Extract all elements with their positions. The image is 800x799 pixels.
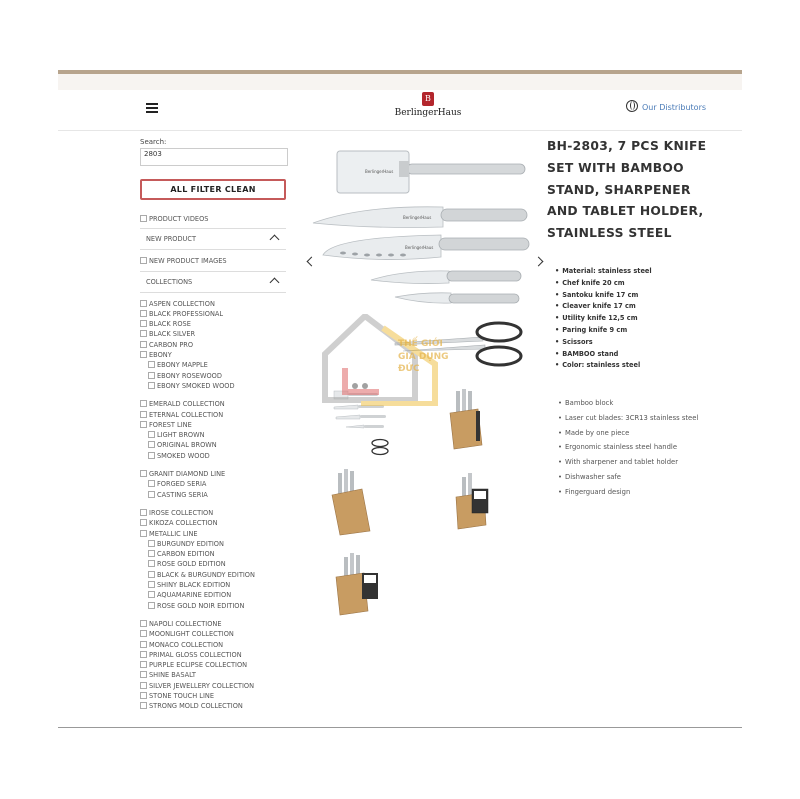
collection-filter-item[interactable] bbox=[140, 360, 286, 370]
hamburger-icon[interactable] bbox=[146, 103, 158, 113]
collection-label: SMOKED WOOD bbox=[157, 451, 210, 460]
collection-filter-item[interactable] bbox=[140, 650, 286, 660]
collection-label: PURPLE ECLIPSE COLLECTION bbox=[149, 661, 248, 670]
collection-filter-item[interactable] bbox=[140, 570, 286, 580]
all-filter-clean-button[interactable]: ALL FILTER CLEAN bbox=[140, 179, 286, 200]
logo-text: BerlingerHaus bbox=[394, 108, 462, 118]
collection-label: SHINE BASALT bbox=[149, 671, 196, 680]
collection-label: BLACK & BURGUNDY EDITION bbox=[157, 570, 255, 579]
checkbox[interactable] bbox=[140, 671, 147, 678]
checkbox[interactable] bbox=[148, 540, 155, 547]
filter-label: PRODUCT VIDEOS bbox=[149, 215, 209, 223]
watermark-line3: ĐỨC bbox=[398, 364, 420, 374]
collection-filter-item[interactable] bbox=[140, 619, 286, 629]
checkbox[interactable] bbox=[140, 620, 147, 627]
checkbox[interactable] bbox=[140, 320, 147, 327]
checkbox[interactable] bbox=[140, 300, 147, 307]
collection-filter-item[interactable] bbox=[140, 410, 286, 420]
collection-filter-item[interactable] bbox=[140, 381, 286, 391]
collection-label: GRANIT DIAMOND LINE bbox=[149, 470, 226, 479]
collection-label: SILVER JEWELLERY COLLECTION bbox=[149, 681, 255, 690]
thumbnail-gallery bbox=[328, 385, 528, 625]
collection-filter-item[interactable] bbox=[140, 691, 286, 701]
spec-item: • Chef knife 20 cm bbox=[555, 278, 715, 290]
feature-item: • Laser cut blades: 3CR13 stainless steel bbox=[558, 411, 728, 426]
chef-knife-image bbox=[313, 207, 527, 228]
collection-label: ASPEN COLLECTION bbox=[149, 299, 215, 308]
globe-icon bbox=[626, 100, 638, 112]
thumbnail-block-1[interactable] bbox=[450, 389, 482, 449]
cleaver-knife-image bbox=[337, 151, 525, 193]
collection-label: AQUAMARINE EDITION bbox=[157, 591, 232, 600]
checkbox[interactable] bbox=[140, 330, 147, 337]
checkbox[interactable] bbox=[148, 571, 155, 578]
site-header bbox=[58, 90, 742, 131]
checkbox[interactable] bbox=[148, 602, 155, 609]
search-label: Search: bbox=[140, 138, 167, 146]
list-gap bbox=[140, 461, 286, 469]
checkbox[interactable] bbox=[140, 310, 147, 317]
svg-text:BerlingerHaus: BerlingerHaus bbox=[365, 169, 394, 174]
our-distributors-link[interactable] bbox=[626, 100, 706, 112]
checkbox[interactable] bbox=[140, 257, 147, 264]
collection-filter-item[interactable] bbox=[140, 340, 286, 350]
spec-item: • Santoku knife 17 cm bbox=[555, 290, 715, 302]
collection-filter-item[interactable] bbox=[140, 590, 286, 600]
collection-label: EBONY MAPPLE bbox=[157, 361, 208, 370]
checkbox[interactable] bbox=[148, 372, 155, 379]
brand-logo[interactable] bbox=[393, 92, 463, 128]
paring-knife-image bbox=[395, 293, 519, 303]
list-gap bbox=[140, 500, 286, 508]
collection-label: KIKOZA COLLECTION bbox=[149, 519, 218, 528]
checkbox[interactable] bbox=[140, 351, 147, 358]
collection-label: EBONY bbox=[149, 351, 172, 360]
collection-filter-item[interactable] bbox=[140, 640, 286, 650]
santoku-knife-image bbox=[323, 235, 529, 260]
svg-text:BerlingerHaus: BerlingerHaus bbox=[405, 245, 434, 250]
collection-filter-item[interactable] bbox=[140, 479, 286, 489]
collection-filter-item[interactable] bbox=[140, 299, 286, 309]
checkbox[interactable] bbox=[140, 630, 147, 637]
collection-label: ORIGINAL BROWN bbox=[157, 441, 217, 450]
feature-item: • Made by one piece bbox=[558, 426, 728, 441]
collection-label: EBONY SMOKED WOOD bbox=[157, 381, 235, 390]
section-label: COLLECTIONS bbox=[146, 277, 193, 286]
product-videos-filter[interactable] bbox=[140, 214, 286, 224]
chevron-up-icon[interactable] bbox=[270, 235, 280, 245]
collection-filter-item[interactable] bbox=[140, 670, 286, 680]
collection-filter-item[interactable] bbox=[140, 559, 286, 569]
collection-filter-item[interactable] bbox=[140, 309, 286, 319]
checkbox[interactable] bbox=[140, 421, 147, 428]
feature-item: • Bamboo block bbox=[558, 396, 728, 411]
collection-filter-item[interactable] bbox=[140, 350, 286, 360]
page bbox=[58, 90, 742, 728]
checkbox[interactable] bbox=[140, 470, 147, 477]
collection-label: ROSE GOLD NOIR EDITION bbox=[157, 601, 245, 610]
thumbnail-block-3[interactable] bbox=[456, 473, 488, 529]
collection-filter-item[interactable] bbox=[140, 660, 286, 670]
logo-mark: B bbox=[422, 92, 434, 106]
collection-label: ROSE GOLD EDITION bbox=[157, 560, 226, 569]
collection-filter-item[interactable] bbox=[140, 601, 286, 611]
checkbox[interactable] bbox=[140, 411, 147, 418]
collection-label: NAPOLI COLLECTIONE bbox=[149, 619, 222, 628]
collection-filter-item[interactable] bbox=[140, 451, 286, 461]
spec-item: • BAMBOO stand bbox=[555, 349, 715, 361]
feature-item: • With sharpener and tablet holder bbox=[558, 455, 728, 470]
collection-label: BURGUNDY EDITION bbox=[157, 539, 224, 548]
collection-label: CASTING SERIA bbox=[157, 490, 208, 499]
collection-label: EBONY ROSEWOOD bbox=[157, 371, 222, 380]
collection-label: STONE TOUCH LINE bbox=[149, 691, 215, 700]
checkbox[interactable] bbox=[140, 519, 147, 526]
collections-list bbox=[140, 299, 286, 712]
product-title: BH-2803, 7 PCS KNIFE SET WITH BAMBOO STAND, SHARPENER AND TABLET HOLDER, STAINLESS STEEL bbox=[547, 139, 707, 241]
collection-label: FOREST LINE bbox=[149, 420, 192, 429]
collection-filter-item[interactable] bbox=[140, 371, 286, 381]
checkbox[interactable] bbox=[140, 682, 147, 689]
checkbox[interactable] bbox=[148, 441, 155, 448]
collection-filter-item[interactable] bbox=[140, 539, 286, 549]
collection-label: FORGED SERIA bbox=[157, 480, 207, 489]
checkbox[interactable] bbox=[148, 382, 155, 389]
checkbox[interactable] bbox=[140, 215, 147, 222]
filter-label: NEW PRODUCT IMAGES bbox=[149, 257, 227, 266]
chevron-up-icon[interactable] bbox=[270, 277, 280, 287]
checkbox[interactable] bbox=[148, 560, 155, 567]
checkbox[interactable] bbox=[140, 692, 147, 699]
collection-label: BLACK ROSE bbox=[149, 320, 191, 329]
checkbox[interactable] bbox=[148, 480, 155, 487]
filter-sidebar bbox=[140, 138, 286, 712]
collection-label: CARBON PRO bbox=[149, 340, 194, 349]
collection-filter-item[interactable] bbox=[140, 549, 286, 559]
checkbox[interactable] bbox=[140, 530, 147, 537]
checkbox[interactable] bbox=[148, 361, 155, 368]
collection-filter-item[interactable] bbox=[140, 629, 286, 639]
watermark-text bbox=[398, 338, 449, 376]
collection-filter-item[interactable] bbox=[140, 518, 286, 528]
spec-item: • Scissors bbox=[555, 337, 715, 349]
feature-item: • Ergonomic stainless steel handle bbox=[558, 440, 728, 455]
section-label: NEW PRODUCT bbox=[146, 235, 196, 244]
spec-item: • Material: stainless steel bbox=[555, 266, 715, 278]
collection-filter-item[interactable] bbox=[140, 490, 286, 500]
collections-section[interactable] bbox=[140, 271, 286, 293]
collection-filter-item[interactable] bbox=[140, 329, 286, 339]
thumbnail-knife-set[interactable] bbox=[330, 385, 398, 461]
collection-label: CARBON EDITION bbox=[157, 550, 215, 559]
list-gap bbox=[140, 391, 286, 399]
svg-text:BerlingerHaus: BerlingerHaus bbox=[403, 215, 432, 220]
collection-label: BLACK SILVER bbox=[149, 330, 196, 339]
checkbox[interactable] bbox=[140, 661, 147, 668]
new-product-section[interactable] bbox=[140, 228, 286, 250]
checkbox[interactable] bbox=[148, 591, 155, 598]
collection-filter-item[interactable] bbox=[140, 529, 286, 539]
feature-item: • Dishwasher safe bbox=[558, 470, 728, 485]
collection-filter-item[interactable] bbox=[140, 430, 286, 440]
product-features bbox=[558, 396, 728, 500]
distributors-label: Our Distributors bbox=[642, 103, 707, 112]
collection-label: METALLIC LINE bbox=[149, 529, 198, 538]
checkbox[interactable] bbox=[148, 452, 155, 459]
feature-item: • Fingerguard design bbox=[558, 485, 728, 500]
checkbox[interactable] bbox=[140, 651, 147, 658]
collection-filter-item[interactable] bbox=[140, 440, 286, 450]
collection-label: IROSE COLLECTION bbox=[149, 508, 214, 517]
spec-item: • Color: stainless steel bbox=[555, 360, 715, 372]
collection-filter-item[interactable] bbox=[140, 420, 286, 430]
checkbox[interactable] bbox=[140, 341, 147, 348]
thumbnail-block-4[interactable] bbox=[336, 553, 378, 615]
checkbox[interactable] bbox=[148, 550, 155, 557]
collection-label: LIGHT BROWN bbox=[157, 431, 205, 440]
new-product-images-filter[interactable] bbox=[140, 256, 286, 266]
collection-label: MONACO COLLECTION bbox=[149, 640, 224, 649]
utility-knife-image bbox=[371, 271, 521, 284]
collection-filter-item[interactable] bbox=[140, 508, 286, 518]
list-gap bbox=[140, 611, 286, 619]
thumbnail-block-2[interactable] bbox=[332, 469, 370, 535]
search-input[interactable]: 2803 bbox=[140, 148, 288, 166]
collection-filter-item[interactable] bbox=[140, 399, 286, 409]
collection-filter-item[interactable] bbox=[140, 681, 286, 691]
checkbox[interactable] bbox=[140, 702, 147, 709]
top-strip bbox=[58, 74, 742, 90]
collection-label: BLACK PROFESSIONAL bbox=[149, 309, 224, 318]
checkbox[interactable] bbox=[148, 581, 155, 588]
collection-label: STRONG MOLD COLLECTION bbox=[149, 702, 243, 711]
collection-label: PRIMAL GLOSS COLLECTION bbox=[149, 650, 242, 659]
collection-label: EMERALD COLLECTION bbox=[149, 400, 225, 409]
spec-item: • Cleaver knife 17 cm bbox=[555, 301, 715, 313]
spec-item: • Paring knife 9 cm bbox=[555, 325, 715, 337]
collection-filter-item[interactable] bbox=[140, 580, 286, 590]
collection-filter-item[interactable] bbox=[140, 469, 286, 479]
checkbox[interactable] bbox=[140, 400, 147, 407]
checkbox[interactable] bbox=[148, 491, 155, 498]
collection-filter-item[interactable] bbox=[140, 319, 286, 329]
product-specs bbox=[555, 266, 715, 372]
checkbox[interactable] bbox=[148, 431, 155, 438]
watermark-line1: THẾ GIỚI bbox=[398, 339, 443, 349]
watermark-line2: GIA DỤNG bbox=[398, 351, 449, 362]
collection-label: SHINY BLACK EDITION bbox=[157, 581, 231, 590]
collection-label: ETERNAL COLLECTION bbox=[149, 410, 224, 419]
spec-item: • Utility knife 12,5 cm bbox=[555, 313, 715, 325]
checkbox[interactable] bbox=[140, 641, 147, 648]
checkbox[interactable] bbox=[140, 509, 147, 516]
collection-label: MOONLIGHT COLLECTION bbox=[149, 630, 234, 639]
collection-filter-item[interactable] bbox=[140, 701, 286, 711]
